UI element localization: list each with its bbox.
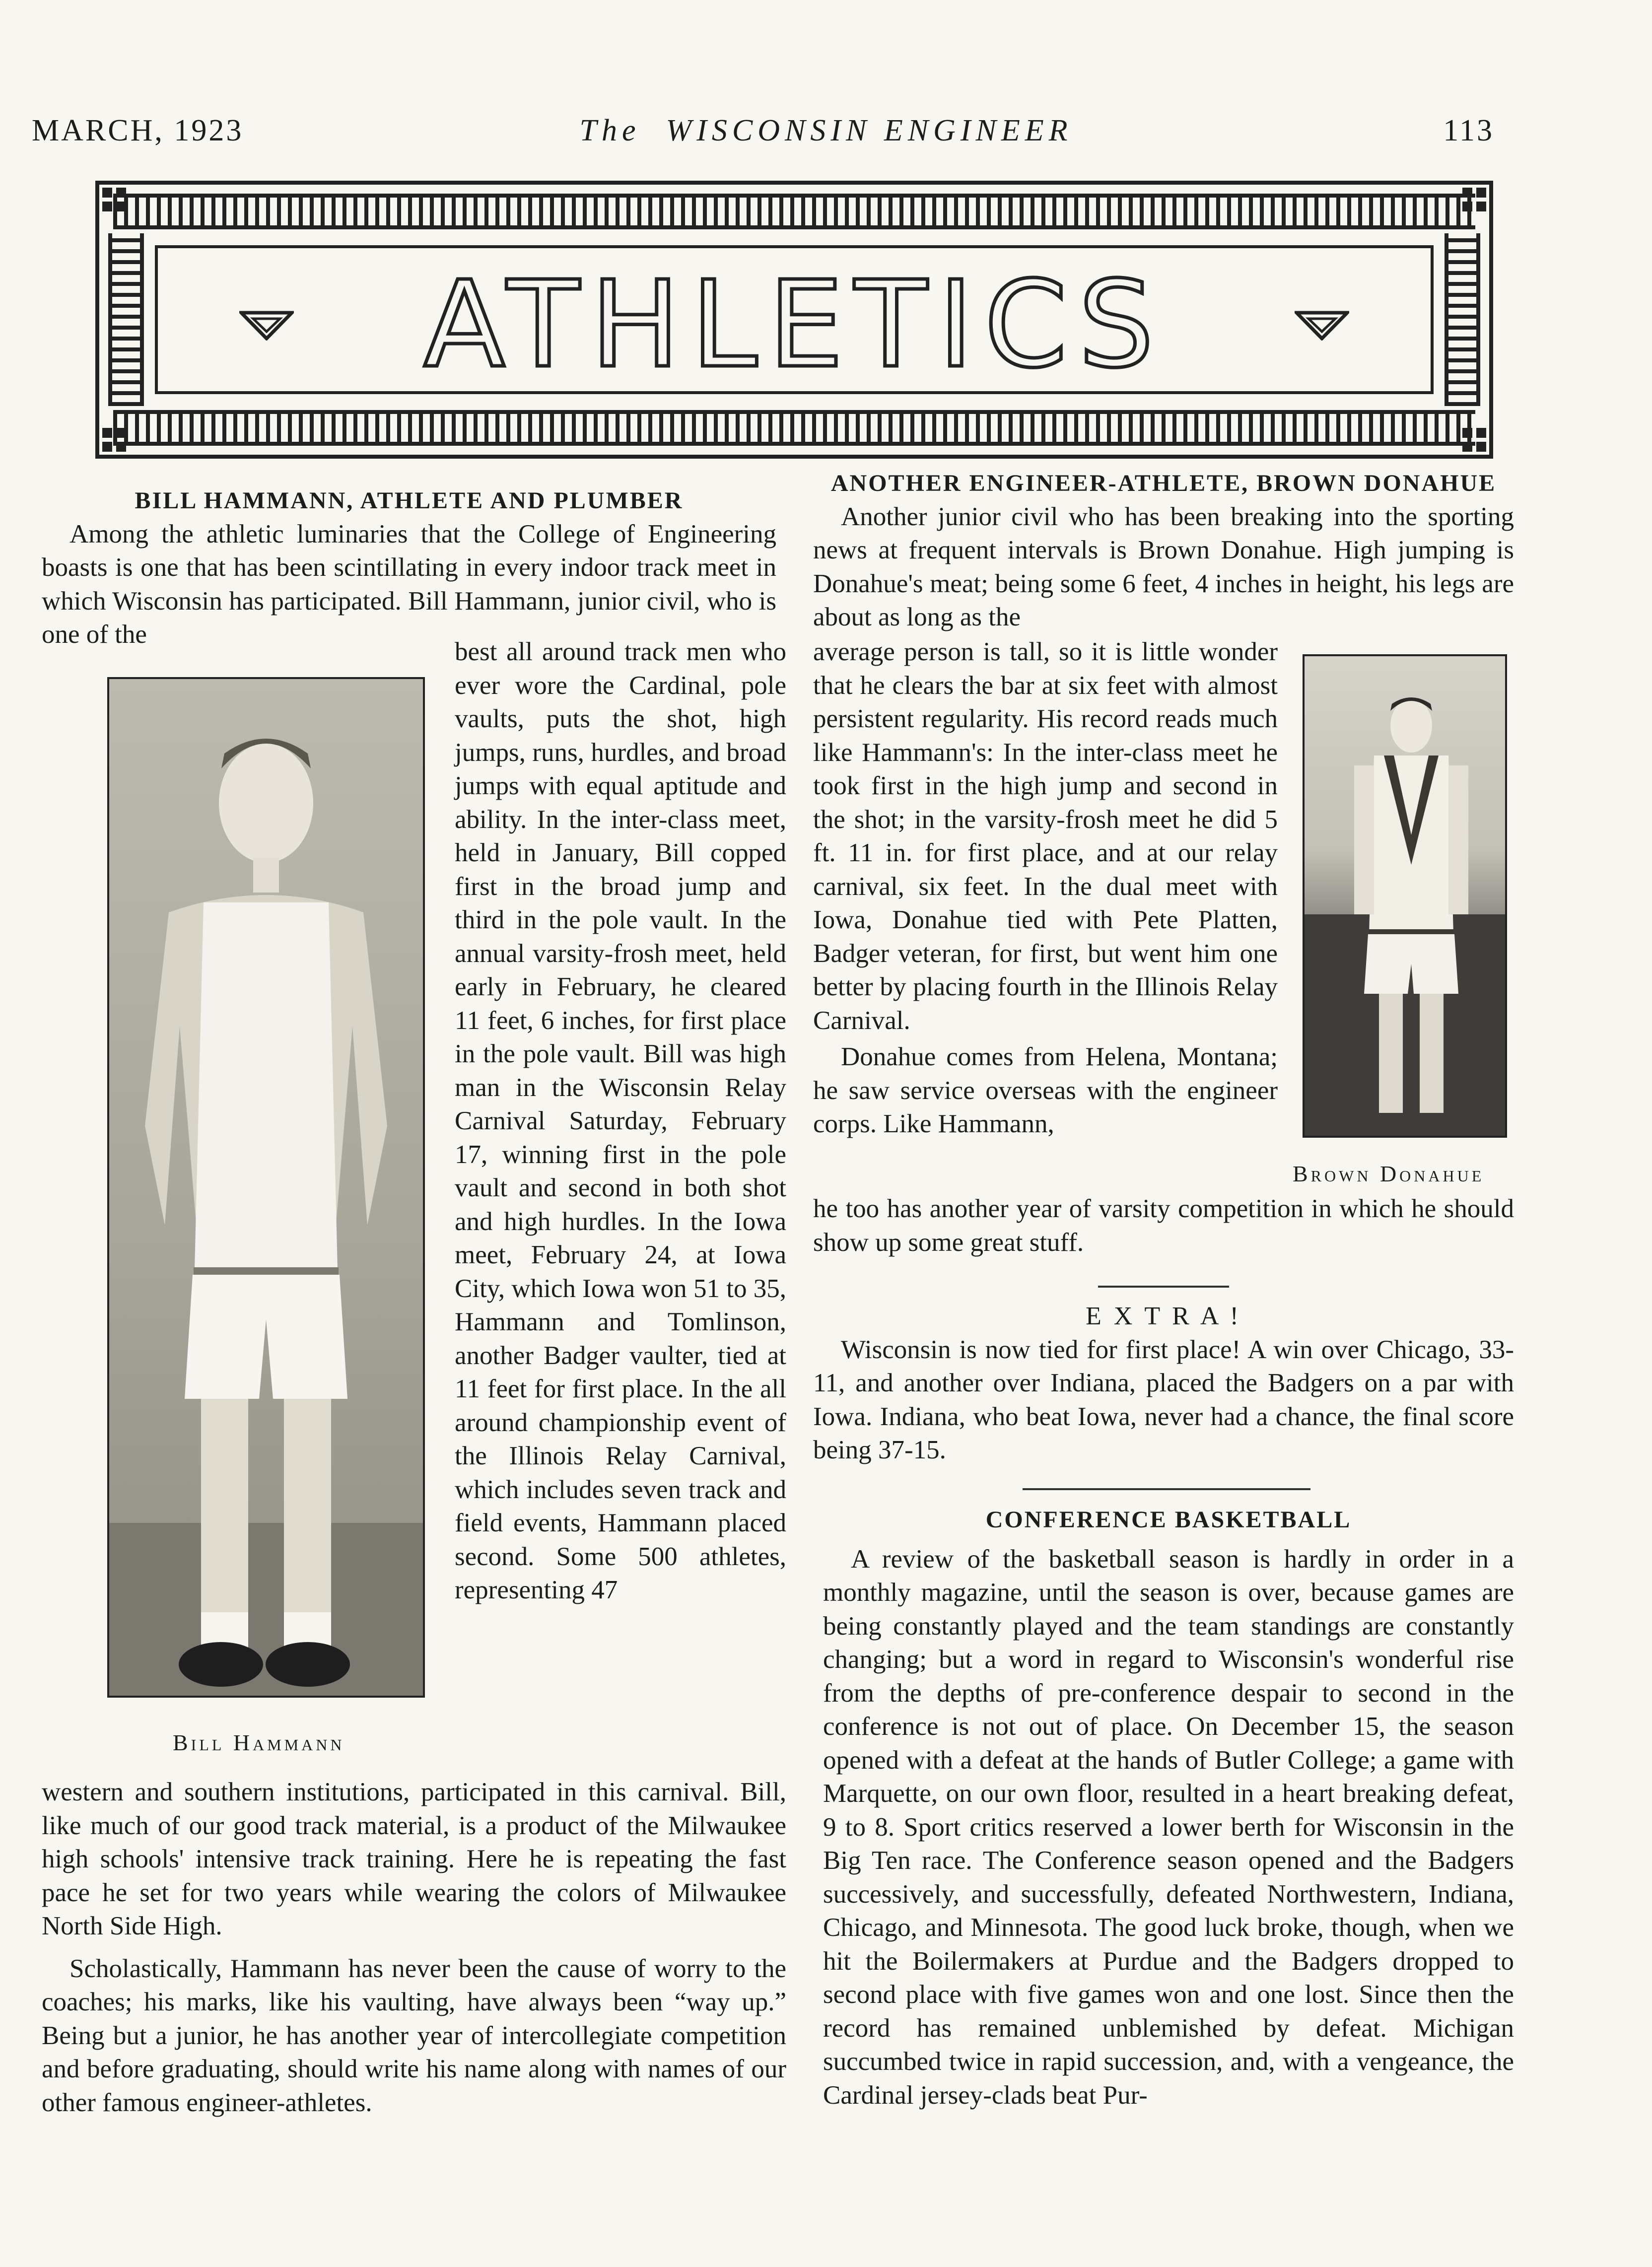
article2-heading: ANOTHER ENGINEER-ATHLETE, BROWN DONAHUE — [830, 470, 1497, 496]
section-divider — [1023, 1488, 1310, 1490]
bill-hammann-caption: Bill Hammann — [173, 1730, 345, 1755]
corner-ornament-icon — [1462, 428, 1486, 452]
header-date: MARCH, 1923 — [32, 114, 244, 147]
article3-block — [823, 1503, 1514, 2112]
banner-title: ATHLETICS — [423, 255, 1165, 394]
corner-ornament-icon — [1462, 188, 1486, 211]
article1-intro-block — [42, 484, 776, 652]
extra-text: Wisconsin is now tied for first place! A win over Chicago, 33-11, and another over Indiana, placed the Badgers on a par with Iowa. Indiana, who beat Iowa, never had a chance, the final score being 37-15. — [813, 1335, 1514, 1464]
diamond-ornament-icon — [1295, 311, 1349, 341]
article1-heading: BILL HAMMANN, ATHLETE AND PLUMBER — [135, 487, 684, 514]
brown-donahue-photo — [1303, 654, 1507, 1138]
article1-intro: Among the athletic luminaries that the College of Engineering boasts is one that has been scintillating in every indoor track meet in which Wisconsin has participated. Bill Hammann, junior civil, who is one of the — [42, 519, 776, 649]
article1-continued-block — [42, 1776, 786, 2120]
athlete-figure-icon — [1305, 656, 1505, 1136]
athlete-figure-icon — [109, 679, 423, 1696]
banner-top-border — [113, 194, 1475, 229]
journal-name: WISCONSIN ENGINEER — [666, 114, 1073, 147]
article1-wrap-block — [455, 635, 786, 1607]
corner-ornament-icon — [102, 188, 126, 211]
banner-bottom-border — [113, 410, 1475, 446]
brown-donahue-caption: Brown Donahue — [1293, 1161, 1485, 1186]
section-divider — [1098, 1286, 1229, 1288]
article2-rest-block — [813, 1192, 1514, 1259]
article1-continued: western and southern institutions, participated in this carnival. Bill, like much of our good track material, is a product of the Milwaukee high schools' intensive track training. Here he is repeating the fast pace he set for two years while wearing the colors of Milwaukee North Side High. — [42, 1778, 786, 1940]
journal-prefix: The — [579, 114, 641, 147]
corner-ornament-icon — [102, 428, 126, 452]
article2-intro: Another junior civil who has been breaking into the sporting news at frequent intervals is Brown Donahue. High jumping is Donahue's meat; being some 6 feet, 4 inches in height, his legs are about as long as the — [813, 502, 1514, 631]
article3-text: A review of the basketball season is hardly in order in a monthly magazine, until the season is over, because games are being constantly played and the team standings are constantly changing; but a word in regard to Wisconsin's wonderful rise from the depths of pre-conference despair to second in the conference is not out of place. On December 15, the season opened with a defeat at the hands of Butler College; a game with Marquette, on our own floor, resulted in a heart breaking defeat, 9 to 8. Sport critics reserved a lower berth for Wisconsin in the Big Ten race. The Conference season opened and the Badgers successively, and successfully, defeated Northwestern, Indiana, Chicago, and Minnesota. The good luck broke, though, when we hit the Boilermakers at Purdue and the Badgers dropped to second place with five games won and one lost. Since then the record has remained unblemished by defeat. Michigan succumbed twice in rapid succession, and, with a vengeance, the Cardinal jersey-clads beat Pur- — [823, 1544, 1514, 2110]
bill-hammann-photo — [107, 677, 425, 1698]
article2-para2-wrap: Donahue comes from Helena, Montana; he saw service overseas with the engineer corps. Like Hammann, — [813, 1042, 1278, 1138]
article2-para2-rest: he too has another year of varsity competition in which he should show up some great stuff. — [813, 1194, 1514, 1257]
page-number: 113 — [1443, 114, 1494, 147]
article1-wrap-text: best all around track men who ever wore the Cardinal, pole vaults, puts the shot, high jumps, runs, hurdles, and broad jumps with equal aptitude and ability. In the inter-class meet, held in January, Bill copped first in the broad jump and third in the pole vault. In the annual varsity-frosh meet, held early in February, he cleared 11 feet, 6 inches, for first place in the pole vault. Bill was high man in the Wisconsin Relay Carnival Saturday, February 17, winning first in the pole vault and second in both shot and high hurdles. In the Iowa meet, February 24, at Iowa City, which Iowa won 51 to 35, Hammann and Tomlinson, another Badger vaulter, tied at 11 feet for first place. In the all around championship event of the Illinois Relay Carnival, which includes seven track and field events, Hammann placed second. Some 500 athletes, representing 47 — [455, 637, 786, 1604]
journal-title — [0, 113, 1652, 148]
extra-heading: E X T R A ! — [1085, 1302, 1241, 1330]
article2-intro-block — [813, 467, 1514, 634]
article1-para2: Scholastically, Hammann has never been the cause of worry to the coaches; his marks, like his vaulting, have always been “way up.” Being but a junior, he has another year of intercollegiate competition and before graduating, should write his name along with names of our other famous engineer-athletes. — [42, 1954, 786, 2117]
article3-heading: CONFERENCE BASKETBALL — [985, 1507, 1352, 1533]
article2-wrap-text: average person is tall, so it is little wonder that he clears the bar at six feet with almost persistent regularity. His record reads much like Hammann's: In the inter-class meet he took first in the high jump and second in the shot; in the varsity-frosh meet he did 5 ft. 11 in. for first place, and at our relay carnival, six feet. In the dual meet with Iowa, Donahue tied with Pete Platten, Badger veteran, for first, but went him one better by placing fourth in the Illinois Relay Carnival. — [813, 637, 1278, 1035]
athletics-banner — [95, 181, 1493, 459]
extra-block — [813, 1300, 1514, 1467]
article2-wrap-block — [813, 635, 1278, 1141]
